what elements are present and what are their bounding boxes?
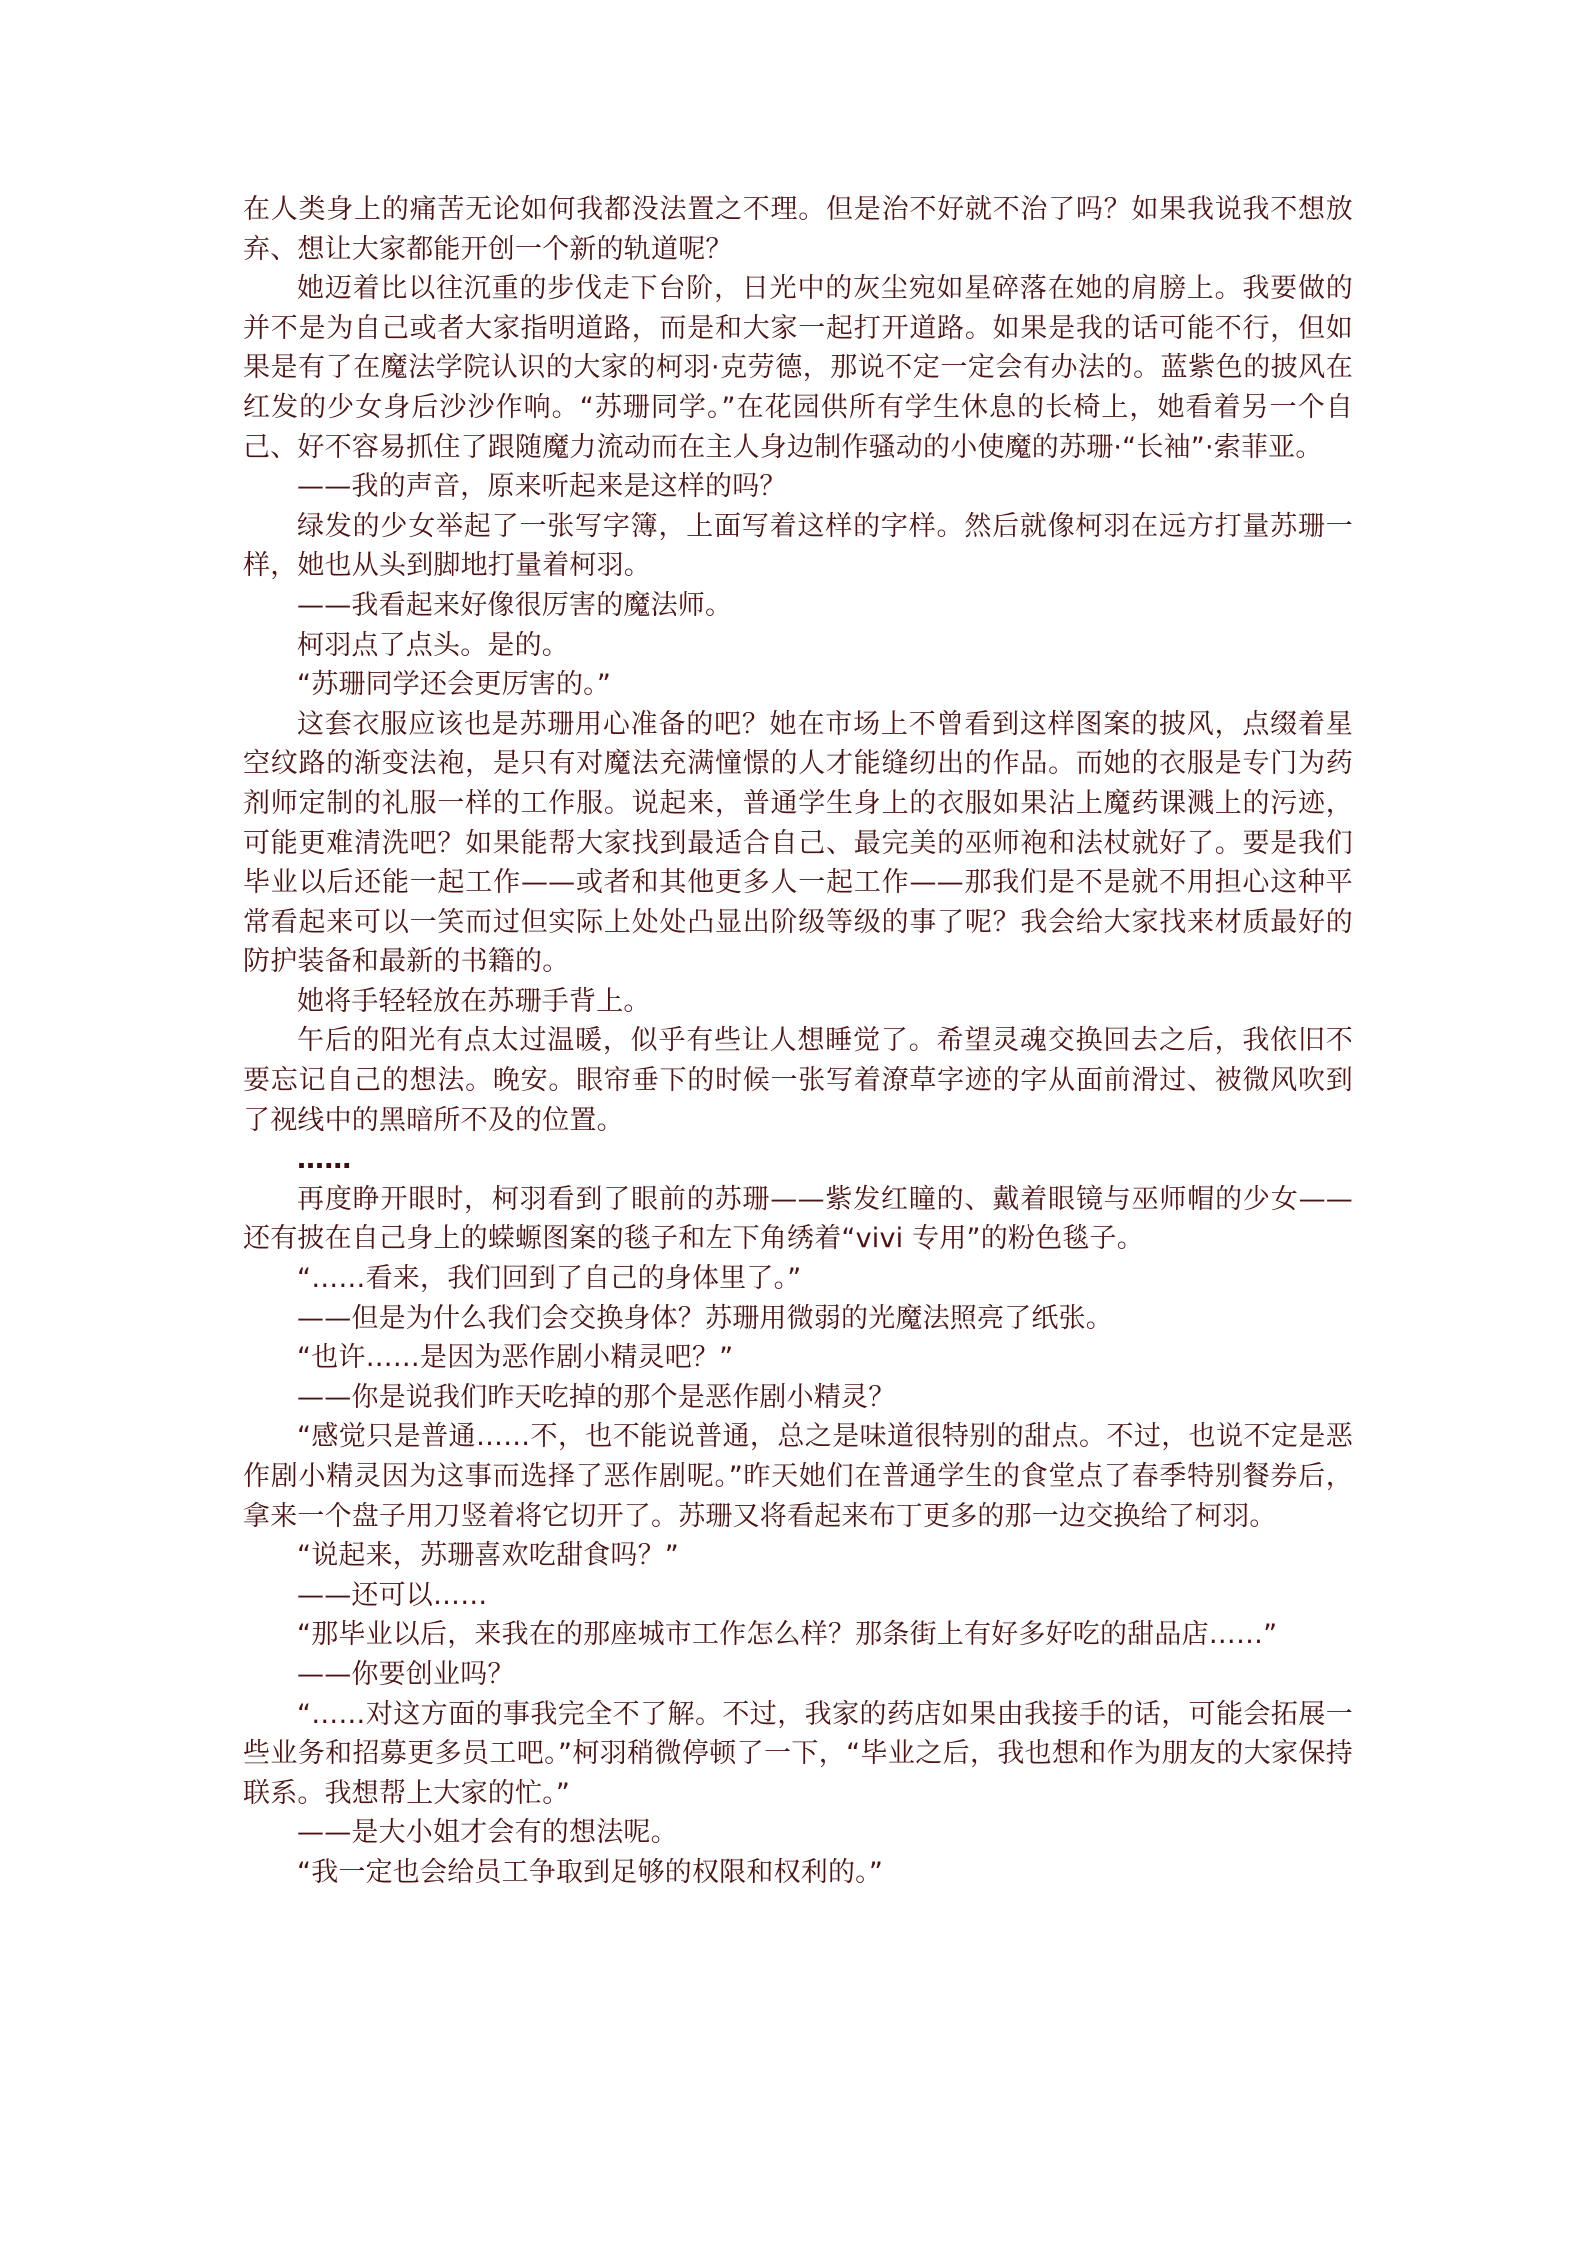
dialogue-line: ——但是为什么我们会交换身体？苏珊用微弱的光魔法照亮了纸张。 [297, 1302, 1113, 1334]
paragraph: 在人类身上的痛苦无论如何我都没法置之不理。但是治不好就不治了吗？如果我说我不想放弃、想让大家都能开创一个新的轨道呢？ [243, 194, 1353, 265]
dialogue-line: “我一定也会给员工争取到足够的权限和权利的。” [297, 1856, 884, 1888]
dialogue-line: ——我看起来好像很厉害的魔法师。 [297, 589, 733, 621]
document-body [243, 190, 1353, 1893]
dialogue-line: ——还可以…… [297, 1579, 488, 1611]
paragraph: “……对这方面的事我完全不了解。不过，我家的药店如果由我接手的话，可能会拓展一些业务和招募更多员工吧。”柯羽稍微停顿了一下，“毕业之后，我也想和作为朋友的大家保持联系。我想帮上大家的忙。” [243, 1698, 1353, 1809]
paragraph: 她迈着比以往沉重的步伐走下台阶，日光中的灰尘宛如星碎落在她的肩膀上。我要做的并不是为自己或者大家指明道路，而是和大家一起打开道路。如果是我的话可能不行，但如果是有了在魔法学院认识的大家的柯羽·克劳德，那说不定一定会有办法的。蓝紫色的披风在红发的少女身后沙沙作响。“苏珊同学。”在花园供所有学生休息的长椅上，她看着另一个自己、好不容易抓住了跟随魔力流动而在主人身边制作骚动的小使魔的苏珊·“长袖”·索菲亚。 [243, 273, 1353, 463]
paragraph: 绿发的少女举起了一张写字簿，上面写着这样的字样。然后就像柯羽在远方打量苏珊一样，她也从头到脚地打量着柯羽。 [243, 510, 1353, 582]
paragraph: “感觉只是普通……不，也不能说普通，总之是味道很特别的甜点。不过，也说不定是恶作剧小精灵因为这事而选择了恶作剧呢。”昨天她们在普通学生的食堂点了春季特别餐券后，拿来一个盘子用刀竖着将它切开了。苏珊又将看起来布丁更多的那一边交换给了柯羽。 [243, 1421, 1353, 1532]
dialogue-line: “苏珊同学还会更厉害的。” [297, 669, 612, 701]
dialogue-line: “说起来，苏珊喜欢吃甜食吗？” [297, 1540, 679, 1572]
dialogue-line: ——你是说我们昨天吃掉的那个是恶作剧小精灵？ [297, 1381, 896, 1413]
dialogue-line: ——你要创业吗？ [297, 1658, 515, 1690]
section-break-ellipsis: …… [297, 1144, 352, 1176]
dialogue-line: ——是大小姐才会有的想法呢。 [297, 1817, 678, 1849]
dialogue-line: “……看来，我们回到了自己的身体里了。” [297, 1263, 802, 1295]
paragraph: 她将手轻轻放在苏珊手背上。 [297, 985, 651, 1017]
dialogue-line: “也许……是因为恶作剧小精灵吧？” [297, 1342, 734, 1374]
dialogue-line: “那毕业以后，来我在的那座城市工作怎么样？那条街上有好多好吃的甜品店……” [297, 1619, 1278, 1651]
paragraph: 午后的阳光有点太过温暖，似乎有些让人想睡觉了。希望灵魂交换回去之后，我依旧不要忘记自己的想法。晚安。眼帘垂下的时候一张写着潦草字迹的字从面前滑过、被微风吹到了视线中的黑暗所不及的位置。 [243, 1025, 1353, 1136]
paragraph: 再度睁开眼时，柯羽看到了眼前的苏珊——紫发红瞳的、戴着眼镜与巫师帽的少女——还有披在自己身上的蝾螈图案的毯子和左下角绣着“vivi 专用”的粉色毯子。 [243, 1183, 1353, 1255]
dialogue-line: ——我的声音，原来听起来是这样的吗？ [297, 471, 787, 503]
paragraph: 柯羽点了点头。是的。 [297, 629, 569, 661]
paragraph: 这套衣服应该也是苏珊用心准备的吧？她在市场上不曾看到这样图案的披风，点缀着星空纹路的渐变法袍，是只有对魔法充满憧憬的人才能缝纫出的作品。而她的衣服是专门为药剂师定制的礼服一样的工作服。说起来，普通学生身上的衣服如果沾上魔药课溅上的污迹，可能更难清洗吧？如果能帮大家找到最适合自己、最完美的巫师袍和法杖就好了。要是我们毕业以后还能一起工作——或者和其他更多人一起工作——那我们是不是就不用担心这种平常看起来可以一笑而过但实际上处处凸显出阶级等级的事了呢？我会给大家找来材质最好的防护装备和最新的书籍的。 [243, 708, 1353, 978]
